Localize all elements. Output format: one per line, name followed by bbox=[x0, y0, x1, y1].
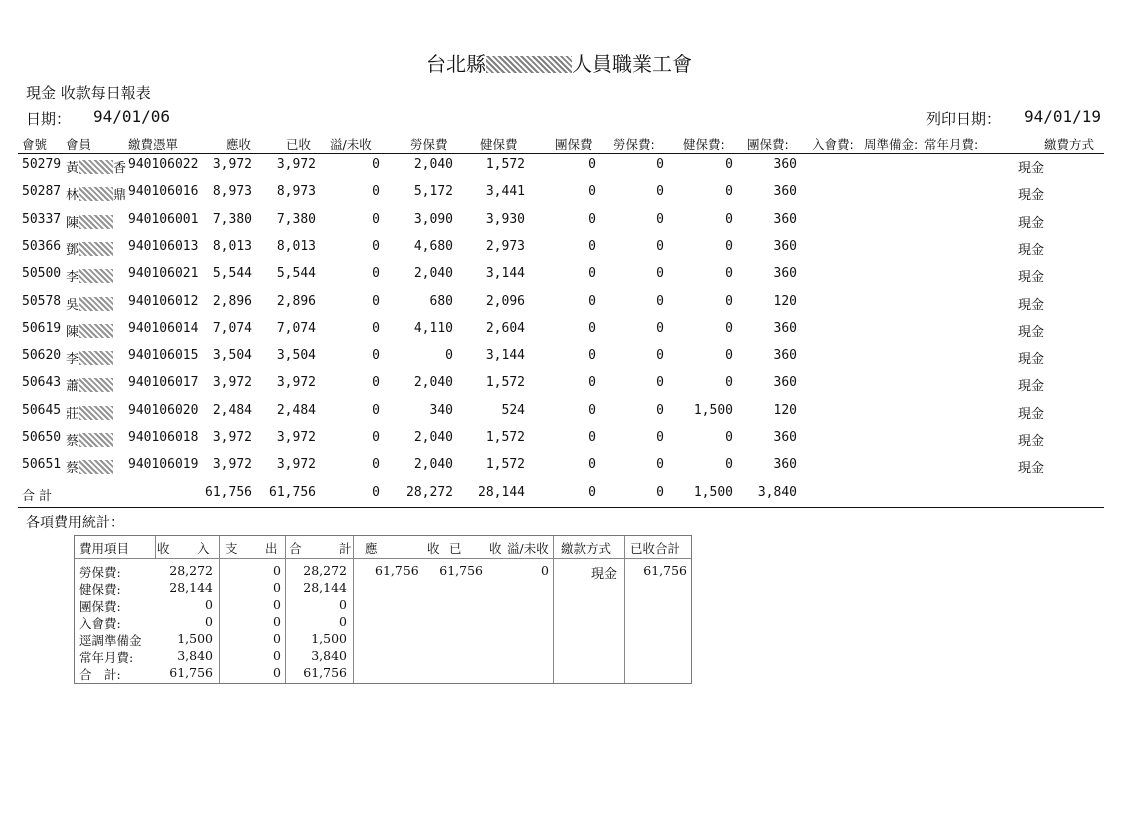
column-header: 健保費: bbox=[683, 137, 725, 152]
column-header: 周準備金: bbox=[864, 137, 919, 152]
cell-labor2: 0 bbox=[656, 157, 664, 172]
column-header: 團保費 bbox=[555, 137, 593, 152]
date-value: 94/01/06 bbox=[93, 107, 171, 126]
summary-heading: 各項費用統計： bbox=[26, 515, 124, 531]
report-name: 現金 收款每日報表 bbox=[26, 84, 151, 102]
payment-method: 現金 bbox=[1018, 379, 1045, 395]
payment-slip: 940106014 bbox=[128, 320, 199, 336]
cell-group2: 360 bbox=[773, 348, 797, 364]
cell-due: 7,380 bbox=[212, 211, 252, 227]
cell-paid: 7,074 bbox=[276, 320, 316, 336]
cell-health2: 0 bbox=[725, 157, 733, 172]
title-left: 台北縣 bbox=[426, 52, 486, 76]
cell-health2: 0 bbox=[725, 238, 733, 254]
payment-method: 現金 bbox=[1018, 434, 1045, 449]
cell-due: 3,972 bbox=[212, 457, 252, 473]
cell-group2: 360 bbox=[773, 266, 797, 282]
summary-header: 已 bbox=[449, 541, 462, 556]
total-labor: 28,272 bbox=[406, 484, 453, 500]
print-date-label: 列印日期： bbox=[926, 110, 1002, 128]
summary-item: 逕調準備金 bbox=[79, 633, 142, 648]
member-name-first: 陳 bbox=[66, 215, 80, 231]
member-number: 50337 bbox=[22, 211, 62, 227]
print-date-value: 94/01/19 bbox=[1024, 107, 1102, 126]
cell-due: 3,504 bbox=[212, 348, 252, 364]
cell-group2: 120 bbox=[773, 293, 797, 309]
member-name-first: 林 bbox=[66, 188, 80, 204]
cell-labor: 2,040 bbox=[413, 157, 453, 172]
redacted-name bbox=[79, 433, 113, 447]
cell-health: 2,604 bbox=[485, 320, 525, 336]
cell-health: 1,572 bbox=[485, 457, 525, 473]
member-name-first: 蕭 bbox=[66, 379, 80, 395]
cell-health2: 0 bbox=[725, 184, 733, 200]
member-name-first: 李 bbox=[66, 352, 80, 368]
summary-header: 溢/未收 bbox=[507, 541, 549, 556]
cell-health: 3,144 bbox=[485, 266, 525, 282]
cell-paid: 3,972 bbox=[276, 430, 316, 445]
summary-sum: 28,272 bbox=[303, 563, 347, 578]
cell-group: 0 bbox=[588, 375, 596, 391]
total-labor2: 0 bbox=[656, 484, 664, 500]
member-name-tail: 香 bbox=[113, 161, 127, 176]
cell-labor: 0 bbox=[445, 348, 453, 364]
cell-group: 0 bbox=[588, 430, 596, 445]
column-header: 會號 bbox=[22, 137, 48, 152]
payment-method: 現金 bbox=[1018, 188, 1045, 204]
summary-header: 收 bbox=[427, 541, 440, 556]
cell-labor2: 0 bbox=[656, 320, 664, 336]
total-paid: 61,756 bbox=[269, 484, 316, 500]
total-health: 28,144 bbox=[478, 484, 525, 500]
total-group2: 3,840 bbox=[757, 484, 797, 500]
payment-method: 現金 bbox=[1018, 270, 1045, 286]
cell-labor2: 0 bbox=[656, 184, 664, 200]
cell-due: 3,972 bbox=[212, 157, 252, 172]
cell-labor: 2,040 bbox=[413, 457, 453, 473]
cell-diff: 0 bbox=[372, 211, 380, 227]
cell-labor2: 0 bbox=[656, 348, 664, 364]
cell-health: 1,572 bbox=[485, 157, 525, 172]
payment-slip: 940106015 bbox=[128, 348, 199, 364]
cell-labor2: 0 bbox=[656, 211, 664, 227]
summary-header: 費用項目 bbox=[79, 541, 130, 556]
column-header: 已收 bbox=[286, 137, 312, 152]
summary-method: 現金 bbox=[591, 567, 618, 582]
cell-group: 0 bbox=[588, 348, 596, 364]
cell-diff: 0 bbox=[372, 430, 380, 445]
cell-labor: 340 bbox=[429, 402, 453, 418]
total-due: 61,756 bbox=[205, 484, 252, 500]
summary-in: 3,840 bbox=[177, 648, 213, 663]
cell-due: 5,544 bbox=[212, 266, 252, 282]
member-number: 50366 bbox=[22, 238, 62, 254]
cell-labor: 2,040 bbox=[413, 430, 453, 445]
total-diff: 0 bbox=[372, 484, 380, 500]
summary-header: 應 bbox=[365, 541, 378, 556]
member-name-first: 鄧 bbox=[66, 242, 80, 258]
redacted-name bbox=[79, 269, 113, 283]
cell-group2: 360 bbox=[773, 157, 797, 172]
cell-health: 2,973 bbox=[485, 238, 525, 254]
redacted-name bbox=[79, 351, 113, 365]
summary-item: 健保費: bbox=[79, 582, 121, 597]
cell-due: 8,013 bbox=[212, 238, 252, 254]
cell-group2: 360 bbox=[773, 375, 797, 391]
summary-out: 0 bbox=[273, 648, 281, 663]
cell-health2: 1,500 bbox=[693, 402, 733, 418]
payment-method: 現金 bbox=[1018, 324, 1045, 340]
redacted-name bbox=[79, 324, 113, 338]
report-title bbox=[426, 48, 692, 77]
summary-out: 0 bbox=[273, 614, 281, 629]
summary-header: 合 bbox=[289, 541, 302, 556]
member-name bbox=[66, 157, 126, 176]
member-name bbox=[66, 212, 113, 231]
summary-header: 支 bbox=[225, 541, 238, 556]
summary-header: 收 bbox=[489, 541, 502, 556]
column-header: 溢/未收 bbox=[330, 137, 372, 152]
redacted-name bbox=[79, 242, 113, 256]
cell-health: 3,930 bbox=[485, 211, 525, 227]
member-name-first: 莊 bbox=[66, 406, 80, 422]
redacted-name bbox=[79, 215, 113, 229]
cell-due: 3,972 bbox=[212, 375, 252, 391]
member-name bbox=[66, 266, 113, 285]
cell-diff: 0 bbox=[372, 157, 380, 172]
summary-in: 28,272 bbox=[169, 563, 213, 578]
summary-sum: 1,500 bbox=[311, 631, 347, 646]
cell-diff: 0 bbox=[372, 375, 380, 391]
cell-health2: 0 bbox=[725, 430, 733, 445]
summary-header: 收 bbox=[157, 541, 170, 556]
member-name bbox=[66, 321, 113, 340]
cell-labor: 3,090 bbox=[413, 211, 453, 227]
payment-method: 現金 bbox=[1018, 406, 1045, 422]
payment-method: 現金 bbox=[1018, 352, 1045, 368]
column-header: 勞保費 bbox=[410, 137, 448, 152]
member-name-tail: 鼎 bbox=[113, 188, 127, 204]
cell-diff: 0 bbox=[372, 266, 380, 282]
title-right: 人員職業工會 bbox=[572, 52, 692, 76]
cell-diff: 0 bbox=[372, 457, 380, 473]
total-label: 合 計 bbox=[22, 488, 53, 504]
cell-health: 524 bbox=[501, 402, 525, 418]
summary-out: 0 bbox=[273, 665, 281, 680]
cell-group: 0 bbox=[588, 457, 596, 473]
member-number: 50645 bbox=[22, 402, 62, 418]
cell-paid: 8,973 bbox=[276, 184, 316, 200]
payment-slip: 940106017 bbox=[128, 375, 199, 391]
cell-group2: 360 bbox=[773, 184, 797, 200]
column-header: 常年月費: bbox=[924, 137, 979, 152]
summary-due: 61,756 bbox=[375, 563, 419, 578]
redacted-name bbox=[79, 406, 113, 420]
summary-sum: 61,756 bbox=[303, 665, 347, 680]
member-number: 50651 bbox=[22, 457, 62, 473]
cell-diff: 0 bbox=[372, 320, 380, 336]
member-number: 50650 bbox=[22, 430, 62, 445]
cell-health2: 0 bbox=[725, 293, 733, 309]
member-number: 50620 bbox=[22, 348, 62, 364]
member-name-first: 蔡 bbox=[66, 434, 80, 449]
column-header: 繳費憑單 bbox=[128, 137, 179, 152]
total-group: 0 bbox=[588, 484, 596, 500]
payment-slip: 940106021 bbox=[128, 266, 199, 282]
cell-health2: 0 bbox=[725, 375, 733, 391]
summary-received: 61,756 bbox=[439, 563, 483, 578]
cell-labor: 4,680 bbox=[413, 238, 453, 254]
column-header: 入會費: bbox=[812, 137, 854, 152]
summary-item: 勞保費: bbox=[79, 565, 121, 580]
cell-labor: 5,172 bbox=[413, 184, 453, 200]
cell-due: 8,973 bbox=[212, 184, 252, 200]
redacted-block bbox=[486, 56, 572, 73]
cell-group: 0 bbox=[588, 293, 596, 309]
cell-labor2: 0 bbox=[656, 402, 664, 418]
cell-health: 3,441 bbox=[485, 184, 525, 200]
cell-group: 0 bbox=[588, 238, 596, 254]
cell-paid: 2,484 bbox=[276, 402, 316, 418]
summary-sum: 28,144 bbox=[303, 580, 347, 595]
cell-group: 0 bbox=[588, 157, 596, 172]
cell-labor: 2,040 bbox=[413, 375, 453, 391]
cell-group2: 360 bbox=[773, 320, 797, 336]
member-name-first: 吳 bbox=[66, 297, 80, 313]
redacted-name bbox=[79, 187, 113, 201]
summary-item: 團保費: bbox=[79, 599, 121, 614]
cell-labor2: 0 bbox=[656, 293, 664, 309]
redacted-name bbox=[79, 460, 113, 474]
member-number: 50619 bbox=[22, 320, 62, 336]
summary-item: 常年月費: bbox=[79, 650, 134, 665]
summary-box bbox=[74, 535, 692, 684]
cell-diff: 0 bbox=[372, 184, 380, 200]
table-bottom-divider bbox=[18, 507, 1104, 508]
cell-paid: 3,504 bbox=[276, 348, 316, 364]
cell-diff: 0 bbox=[372, 348, 380, 364]
summary-header: 出 bbox=[265, 541, 278, 556]
cell-group: 0 bbox=[588, 320, 596, 336]
payment-slip: 940106018 bbox=[128, 430, 199, 445]
total-health2: 1,500 bbox=[693, 484, 733, 500]
summary-out: 0 bbox=[273, 631, 281, 646]
cell-health: 1,572 bbox=[485, 375, 525, 391]
summary-sum: 3,840 bbox=[311, 648, 347, 663]
payment-slip: 940106019 bbox=[128, 457, 199, 473]
cell-due: 3,972 bbox=[212, 430, 252, 445]
cell-group2: 360 bbox=[773, 238, 797, 254]
member-name bbox=[66, 430, 113, 449]
payment-slip: 940106016 bbox=[128, 184, 199, 200]
summary-received-total: 61,756 bbox=[643, 563, 687, 578]
cell-due: 7,074 bbox=[212, 320, 252, 336]
cell-paid: 5,544 bbox=[276, 266, 316, 282]
cell-group: 0 bbox=[588, 184, 596, 200]
summary-in: 0 bbox=[205, 597, 213, 612]
cell-group2: 360 bbox=[773, 457, 797, 473]
cell-labor: 4,110 bbox=[413, 320, 453, 336]
cell-labor: 680 bbox=[429, 293, 453, 309]
cell-diff: 0 bbox=[372, 293, 380, 309]
cell-paid: 3,972 bbox=[276, 157, 316, 172]
member-number: 50279 bbox=[22, 157, 62, 172]
payment-method: 現金 bbox=[1018, 297, 1045, 313]
summary-out: 0 bbox=[273, 580, 281, 595]
payment-slip: 940106001 bbox=[128, 211, 199, 227]
cell-health: 1,572 bbox=[485, 430, 525, 445]
member-name-first: 李 bbox=[66, 270, 80, 286]
payment-slip: 940106013 bbox=[128, 238, 199, 254]
summary-item: 入會費: bbox=[79, 616, 121, 631]
member-number: 50500 bbox=[22, 266, 62, 282]
payment-slip: 940106020 bbox=[128, 402, 199, 418]
member-name bbox=[66, 403, 113, 422]
cell-health2: 0 bbox=[725, 457, 733, 473]
cell-labor2: 0 bbox=[656, 375, 664, 391]
member-name bbox=[66, 375, 113, 394]
summary-header-divider bbox=[75, 558, 691, 559]
cell-diff: 0 bbox=[372, 402, 380, 418]
summary-in: 1,500 bbox=[177, 631, 213, 646]
cell-paid: 8,013 bbox=[276, 238, 316, 254]
date-label: 日期： bbox=[26, 110, 72, 128]
cell-group2: 360 bbox=[773, 211, 797, 227]
cell-group: 0 bbox=[588, 211, 596, 227]
cell-labor2: 0 bbox=[656, 457, 664, 473]
cell-group2: 120 bbox=[773, 402, 797, 418]
summary-out: 0 bbox=[273, 563, 281, 578]
summary-out: 0 bbox=[273, 597, 281, 612]
column-header: 繳費方式 bbox=[1044, 137, 1095, 152]
summary-diff: 0 bbox=[541, 563, 549, 578]
member-number: 50643 bbox=[22, 375, 62, 391]
payment-method: 現金 bbox=[1018, 242, 1045, 258]
column-header: 會員 bbox=[66, 137, 92, 152]
cell-health2: 0 bbox=[725, 320, 733, 336]
column-header: 應收 bbox=[226, 137, 252, 152]
cell-health2: 0 bbox=[725, 211, 733, 227]
summary-in: 61,756 bbox=[169, 665, 213, 680]
payment-slip: 940106012 bbox=[128, 293, 199, 309]
summary-in: 28,144 bbox=[169, 580, 213, 595]
redacted-name bbox=[79, 378, 113, 392]
divider bbox=[155, 536, 156, 558]
cell-paid: 7,380 bbox=[276, 211, 316, 227]
cell-diff: 0 bbox=[372, 238, 380, 254]
payment-method: 現金 bbox=[1018, 461, 1045, 477]
member-name bbox=[66, 239, 113, 258]
summary-in: 0 bbox=[205, 614, 213, 629]
cell-health2: 0 bbox=[725, 348, 733, 364]
summary-header: 已收合計 bbox=[630, 541, 681, 556]
summary-sum: 0 bbox=[339, 614, 347, 629]
member-name bbox=[66, 294, 113, 313]
member-name-first: 黃 bbox=[66, 161, 80, 176]
cell-labor: 2,040 bbox=[413, 266, 453, 282]
member-number: 50578 bbox=[22, 293, 62, 309]
header-divider bbox=[18, 153, 1104, 154]
member-name bbox=[66, 348, 113, 367]
cell-labor2: 0 bbox=[656, 266, 664, 282]
summary-header: 繳款方式 bbox=[561, 541, 612, 556]
cell-due: 2,484 bbox=[212, 402, 252, 418]
cell-health: 2,096 bbox=[485, 293, 525, 309]
member-number: 50287 bbox=[22, 184, 62, 200]
summary-header: 入 bbox=[197, 541, 210, 556]
payment-slip: 940106022 bbox=[128, 157, 199, 172]
cell-paid: 3,972 bbox=[276, 457, 316, 473]
cell-paid: 2,896 bbox=[276, 293, 316, 309]
member-name bbox=[66, 457, 113, 476]
cell-due: 2,896 bbox=[212, 293, 252, 309]
cell-labor2: 0 bbox=[656, 238, 664, 254]
summary-item: 合 計: bbox=[79, 667, 121, 682]
member-name-first: 陳 bbox=[66, 324, 80, 340]
cell-group: 0 bbox=[588, 402, 596, 418]
summary-header: 計 bbox=[339, 541, 352, 556]
payment-method: 現金 bbox=[1018, 215, 1045, 231]
redacted-name bbox=[79, 297, 113, 311]
cell-group2: 360 bbox=[773, 430, 797, 445]
summary-sum: 0 bbox=[339, 597, 347, 612]
redacted-name bbox=[79, 160, 113, 174]
payment-method: 現金 bbox=[1018, 161, 1045, 176]
column-header: 勞保費: bbox=[613, 137, 655, 152]
column-header: 團保費: bbox=[747, 137, 789, 152]
cell-labor2: 0 bbox=[656, 430, 664, 445]
cell-group: 0 bbox=[588, 266, 596, 282]
member-name bbox=[66, 184, 126, 203]
cell-health2: 0 bbox=[725, 266, 733, 282]
column-header: 健保費 bbox=[480, 137, 518, 152]
cell-paid: 3,972 bbox=[276, 375, 316, 391]
cell-health: 3,144 bbox=[485, 348, 525, 364]
member-name-first: 蔡 bbox=[66, 461, 80, 477]
